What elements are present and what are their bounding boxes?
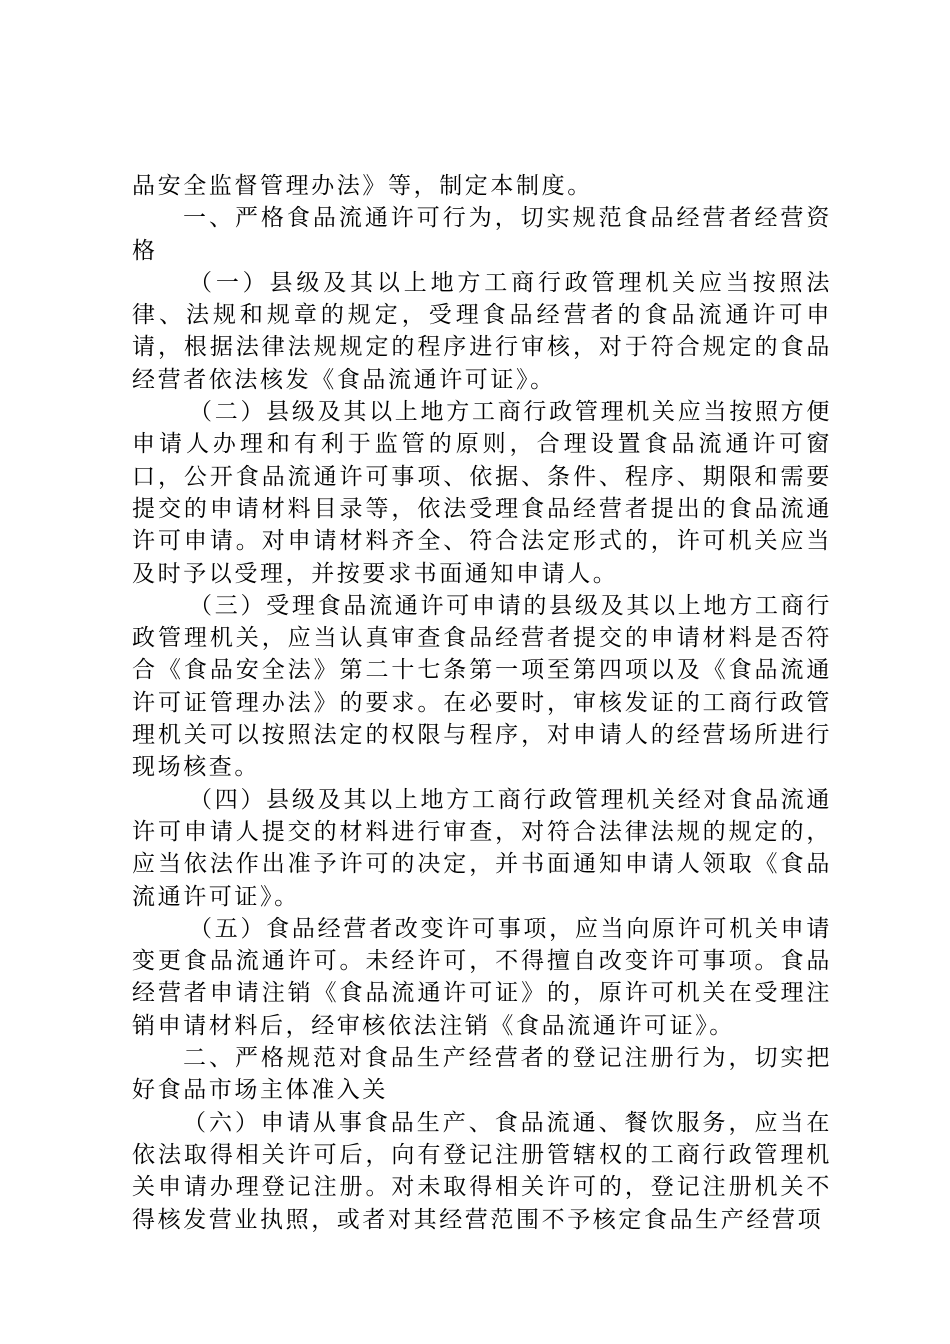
paragraph-continuation: 品安全监督管理办法》等，制定本制度。: [132, 173, 593, 199]
paragraph-item-1: （一）县级及其以上地方工商行政管理机关应当按照法律、法规和规章的规定，受理食品经营者的食品流通许可申请，根据法律法规规定的程序进行审核，对于符合规定的食品经营者依法核发《食品流通许可证》。: [132, 269, 832, 393]
paragraph-item-4: （四）县级及其以上地方工商行政管理机关经对食品流通许可申请人提交的材料进行审查，对符合法律法规的规定的，应当依法作出准予许可的决定，并书面通知申请人领取《食品流通许可证》。: [132, 786, 832, 910]
paragraph-item-6: （六）申请从事食品生产、食品流通、餐饮服务，应当在依法取得相关许可后，向有登记注册管辖权的工商行政管理机关申请办理登记注册。对未取得相关许可的，登记注册机关不得核发营业执照，或者对其经营范围不予核定食品生产经营项: [132, 1109, 832, 1233]
paragraph-item-2: （二）县级及其以上地方工商行政管理机关应当按照方便申请人办理和有利于监管的原则，合理设置食品流通许可窗口，公开食品流通许可事项、依据、条件、程序、期限和需要提交的申请材料目录等，依法受理食品经营者提出的食品流通许可申请。对申请材料齐全、符合法定形式的，许可机关应当及时予以受理，并按要求书面通知申请人。: [132, 399, 832, 587]
document-body: [132, 170, 832, 1236]
paragraph-item-5: （五）食品经营者改变许可事项，应当向原许可机关申请变更食品流通许可。未经许可，不得擅自改变许可事项。食品经营者申请注销《食品流通许可证》的，原许可机关在受理注销申请材料后，经审核依法注销《食品流通许可证》。: [132, 915, 832, 1039]
section-heading-1: 一、严格食品流通许可行为，切实规范食品经营者经营资格: [132, 205, 832, 264]
section-heading-2: 二、严格规范对食品生产经营者的登记注册行为，切实把好食品市场主体准入关: [132, 1045, 832, 1104]
paragraph-item-3: （三）受理食品流通许可申请的县级及其以上地方工商行政管理机关，应当认真审查食品经营者提交的申请材料是否符合《食品安全法》第二十七条第一项至第四项以及《食品流通许可证管理办法》的要求。在必要时，审核发证的工商行政管理机关可以按照法定的权限与程序，对申请人的经营场所进行现场核查。: [132, 592, 832, 781]
